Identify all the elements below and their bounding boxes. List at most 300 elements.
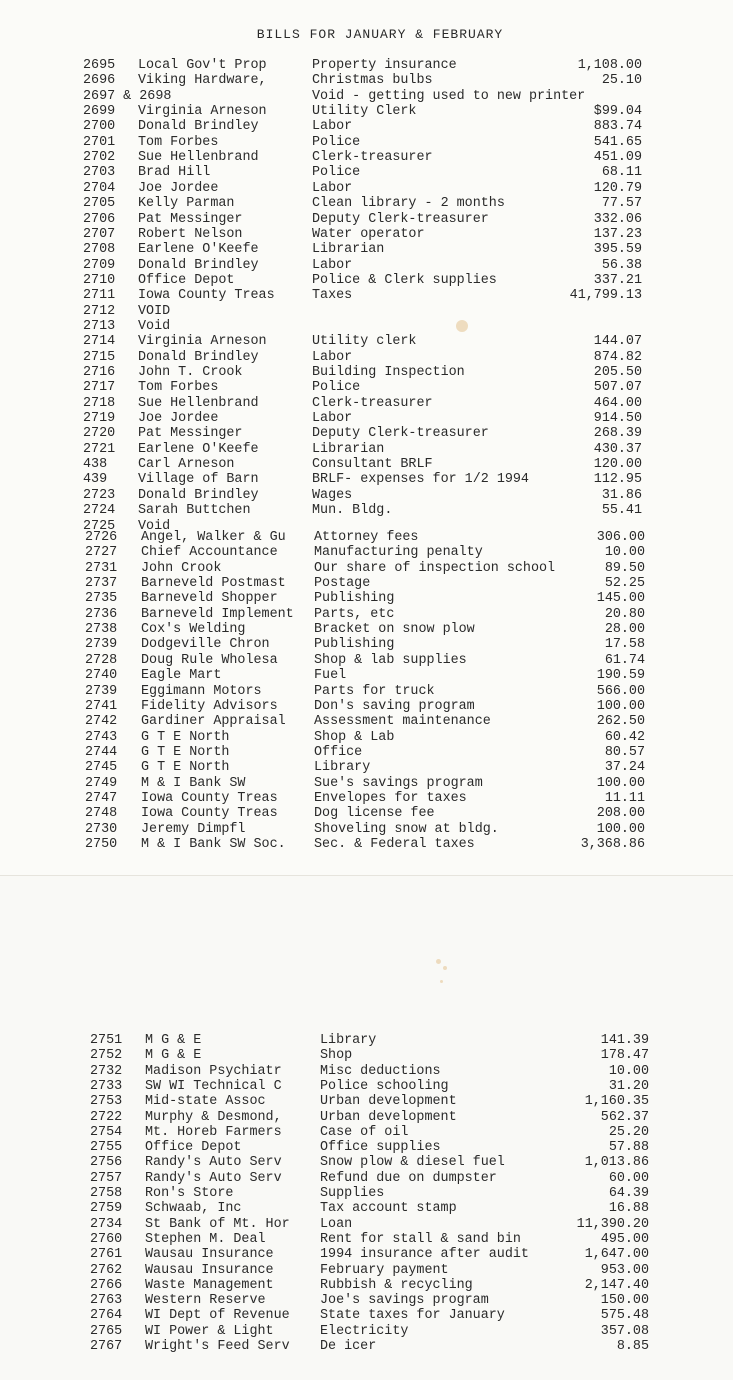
bill-row: [0, 1217, 733, 1232]
bill-row: [0, 365, 733, 380]
bill-amount: 80.57: [604, 744, 645, 760]
bill-description: Office supplies: [320, 1140, 441, 1156]
bill-check-number: 2732: [90, 1063, 123, 1079]
bill-description: Postage: [314, 576, 371, 592]
bill-description: Misc deductions: [320, 1063, 441, 1079]
bill-row: [0, 1155, 733, 1170]
bill-payee: Randy's Auto Serv: [145, 1170, 282, 1186]
bill-amount: 190.59: [596, 668, 645, 684]
bill-amount: 31.20: [608, 1078, 649, 1094]
bill-amount: 61.74: [604, 652, 645, 668]
bill-amount: 141.39: [600, 1033, 649, 1048]
bill-description: Shop & Lab: [314, 729, 395, 745]
bill-amount: 11.11: [604, 790, 645, 806]
bill-check-number: 2704: [83, 180, 116, 196]
bill-description: Attorney fees: [314, 530, 419, 545]
bill-description: Don's saving program: [314, 698, 475, 714]
bill-payee: Robert Nelson: [138, 226, 243, 242]
bill-payee: Chief Accountance: [141, 545, 278, 561]
bill-amount: 120.00: [593, 457, 642, 473]
bill-payee: Gardiner Appraisal: [141, 714, 286, 730]
bill-amount: 178.47: [600, 1048, 649, 1064]
bill-row: [0, 227, 733, 242]
bill-payee: Barneveld Implement: [141, 606, 294, 622]
bill-row: [0, 304, 733, 319]
bill-description: Christmas bulbs: [312, 73, 433, 89]
bill-payee: Pat Messinger: [138, 211, 243, 227]
bill-description: Librarian: [312, 441, 385, 457]
bill-payee: Sarah Buttchen: [138, 503, 251, 519]
bill-amount: 357.08: [600, 1323, 649, 1339]
bill-amount: 306.00: [596, 530, 645, 545]
bill-check-number: 2712: [83, 303, 116, 319]
bill-amount: 57.88: [608, 1140, 649, 1156]
bill-row: [0, 350, 733, 365]
bill-row: [0, 135, 733, 150]
bill-payee: Sue Hellenbrand: [138, 395, 259, 411]
bill-check-number: 2701: [83, 134, 116, 150]
paper-stain: [456, 320, 468, 332]
bill-payee: M G & E: [145, 1048, 202, 1064]
bill-amount: 120.79: [593, 180, 642, 196]
bill-payee: Mt. Horeb Farmers: [145, 1124, 282, 1140]
bill-description: Labor: [312, 257, 353, 273]
bill-check-number: 2740: [85, 668, 118, 684]
bill-check-number: 2761: [90, 1247, 123, 1263]
bill-row: [0, 760, 733, 775]
bill-row: [0, 1125, 733, 1140]
bill-check-number: 2711: [83, 288, 116, 304]
bill-amount: 112.95: [593, 472, 642, 488]
bill-payee: Doug Rule Wholesa: [141, 652, 278, 668]
bill-amount: 874.82: [593, 349, 642, 365]
bill-amount: 1,160.35: [584, 1094, 649, 1110]
bill-payee: Viking Hardware,: [138, 73, 267, 89]
bill-check-number: 2700: [83, 119, 116, 135]
bill-row: [0, 1308, 733, 1323]
bill-row: [0, 1186, 733, 1201]
bill-payee: G T E North: [141, 744, 230, 760]
bill-amount: 52.25: [604, 576, 645, 592]
bill-amount: 31.86: [601, 487, 642, 503]
bill-row: [0, 576, 733, 591]
bill-check-number: 2766: [90, 1277, 123, 1293]
bill-description: Labor: [312, 411, 353, 427]
bill-check-number: 2696: [83, 73, 116, 89]
bill-payee: Tom Forbes: [138, 134, 219, 150]
bill-description: Police: [312, 165, 361, 181]
bill-amount: 145.00: [596, 591, 645, 607]
bill-check-number: 2763: [90, 1293, 123, 1309]
bill-row: [0, 1263, 733, 1278]
bill-check-number: 2705: [83, 196, 116, 212]
bill-check-number: 2723: [83, 487, 116, 503]
bill-description: Labor: [312, 180, 353, 196]
bill-amount: 268.39: [593, 426, 642, 442]
bill-description: Joe's savings program: [320, 1293, 489, 1309]
bill-description: Publishing: [314, 591, 395, 607]
bill-row: [0, 1232, 733, 1247]
bill-description: Police schooling: [320, 1078, 449, 1094]
bill-row: [0, 58, 733, 73]
bill-payee: Madison Psychiatr: [145, 1063, 282, 1079]
bill-check-number: 2697 & 2698: [83, 88, 172, 104]
bill-row: [0, 776, 733, 791]
bill-description: Consultant BRLF: [312, 457, 433, 473]
bill-payee: Office Depot: [138, 272, 235, 288]
bill-check-number: 2735: [85, 591, 118, 607]
bill-row: [0, 837, 733, 852]
bill-amount: 507.07: [593, 380, 642, 396]
bill-check-number: 2748: [85, 806, 118, 822]
bill-amount: 464.00: [593, 395, 642, 411]
paper-stain: [443, 966, 447, 970]
bill-row: [0, 273, 733, 288]
bill-payee: Barneveld Postmast: [141, 576, 286, 592]
bill-payee: Jeremy Dimpfl: [141, 821, 246, 837]
bill-check-number: 2709: [83, 257, 116, 273]
bill-row: [0, 714, 733, 729]
bill-check-number: 2734: [90, 1216, 123, 1232]
bill-check-number: 2737: [85, 576, 118, 592]
bill-check-number: 2695: [83, 58, 116, 73]
bill-description: Deputy Clerk-treasurer: [312, 211, 489, 227]
bill-row: [0, 1094, 733, 1109]
bill-check-number: 438: [83, 457, 108, 473]
bill-amount: 208.00: [596, 806, 645, 822]
bill-amount: 11,390.20: [576, 1216, 649, 1232]
bill-payee: Kelly Parman: [138, 196, 235, 212]
bill-row: [0, 181, 733, 196]
bill-description: February payment: [320, 1262, 449, 1278]
bill-payee: John Crook: [141, 560, 222, 576]
bill-payee: Donald Brindley: [138, 487, 259, 503]
bill-row: [0, 1079, 733, 1094]
bill-description: Sue's savings program: [314, 775, 483, 791]
bill-description: Assessment maintenance: [314, 714, 491, 730]
bill-row: [0, 426, 733, 441]
bill-payee: Barneveld Shopper: [141, 591, 278, 607]
bill-row: [0, 699, 733, 714]
bill-description: Library: [320, 1033, 377, 1048]
bill-payee: Dodgeville Chron: [141, 637, 270, 653]
bill-payee: Earlene O'Keefe: [138, 242, 259, 258]
bill-description: Water operator: [312, 226, 425, 242]
bill-description: Publishing: [314, 637, 395, 653]
bill-payee: Joe Jordee: [138, 180, 219, 196]
bill-check-number: 2722: [90, 1109, 123, 1125]
bill-description: Library: [314, 760, 371, 776]
bill-row: [0, 380, 733, 395]
bill-amount: 914.50: [593, 411, 642, 427]
bill-row: [0, 545, 733, 560]
bill-description: Clean library - 2 months: [312, 196, 505, 212]
bill-payee: Earlene O'Keefe: [138, 441, 259, 457]
bill-amount: 395.59: [593, 242, 642, 258]
bill-check-number: 2736: [85, 606, 118, 622]
bill-payee: Joe Jordee: [138, 411, 219, 427]
bill-description: Mun. Bldg.: [312, 503, 393, 519]
bill-amount: 20.80: [604, 606, 645, 622]
bill-row: [0, 457, 733, 472]
bill-description: Labor: [312, 349, 353, 365]
bill-amount: 60.00: [608, 1170, 649, 1186]
bill-payee: Carl Arneson: [138, 457, 235, 473]
bill-row: [0, 442, 733, 457]
bill-check-number: 2730: [85, 821, 118, 837]
bill-row: [0, 1033, 733, 1048]
bill-description: Property insurance: [312, 58, 457, 73]
bill-amount: 137.23: [593, 226, 642, 242]
bill-payee: M & I Bank SW: [141, 775, 246, 791]
bill-check-number: 2751: [90, 1033, 123, 1048]
bill-check-number: 2764: [90, 1308, 123, 1324]
bill-check-number: 2707: [83, 226, 116, 242]
bill-row: [0, 1171, 733, 1186]
bill-amount: 566.00: [596, 683, 645, 699]
bill-check-number: 2752: [90, 1048, 123, 1064]
bill-payee: VOID: [138, 303, 171, 319]
bill-check-number: 2726: [85, 530, 118, 545]
bill-check-number: 2718: [83, 395, 116, 411]
bill-description: Shop: [320, 1048, 353, 1064]
bill-row: [0, 150, 733, 165]
bill-payee: Eggimann Motors: [141, 683, 262, 699]
bill-check-number: 2762: [90, 1262, 123, 1278]
bill-amount: $99.04: [593, 104, 642, 120]
bill-check-number: 2745: [85, 760, 118, 776]
bill-description: Utility clerk: [312, 334, 417, 350]
bill-payee: Iowa County Treas: [141, 790, 278, 806]
bill-amount: 1,647.00: [584, 1247, 649, 1263]
bill-description: Rent for stall & sand bin: [320, 1231, 521, 1247]
bill-check-number: 2760: [90, 1231, 123, 1247]
bill-payee: M & I Bank SW Soc.: [141, 837, 286, 852]
bill-payee: Wausau Insurance: [145, 1262, 274, 1278]
bill-amount: 575.48: [600, 1308, 649, 1324]
bill-description: Wages: [312, 487, 353, 503]
bill-payee: G T E North: [141, 729, 230, 745]
bill-description: Taxes: [312, 288, 353, 304]
bill-payee: Void: [138, 518, 171, 534]
bill-check-number: 2720: [83, 426, 116, 442]
bill-check-number: 2731: [85, 560, 118, 576]
bill-amount: 60.42: [604, 729, 645, 745]
bill-check-number: 2741: [85, 698, 118, 714]
bill-check-number: 2713: [83, 318, 116, 334]
bill-check-number: 2733: [90, 1078, 123, 1094]
bill-check-number: 2719: [83, 411, 116, 427]
bill-check-number: 2739: [85, 683, 118, 699]
bill-amount: 883.74: [593, 119, 642, 135]
bill-row: [0, 411, 733, 426]
bill-check-number: 2739: [85, 637, 118, 653]
bill-description: Fuel: [314, 668, 347, 684]
bill-description: Refund due on dumpster: [320, 1170, 497, 1186]
bill-amount: 41,799.13: [569, 288, 642, 304]
bill-amount: 64.39: [608, 1186, 649, 1201]
bill-row: [0, 684, 733, 699]
bill-row: [0, 730, 733, 745]
bill-description: Electricity: [320, 1323, 409, 1339]
bill-check-number: 2754: [90, 1124, 123, 1140]
bill-payee: Cox's Welding: [141, 622, 246, 638]
bill-description: Parts for truck: [314, 683, 435, 699]
bill-payee: John T. Crook: [138, 365, 243, 380]
bill-check-number: 2717: [83, 380, 116, 396]
bill-row: [0, 503, 733, 518]
bill-payee: Waste Management: [145, 1277, 274, 1293]
bill-amount: 337.21: [593, 272, 642, 288]
bill-payee: Schwaab, Inc: [145, 1201, 242, 1217]
bill-row: [0, 472, 733, 487]
bill-description: Deputy Clerk-treasurer: [312, 426, 489, 442]
bill-amount: 16.88: [608, 1201, 649, 1217]
bill-row: [0, 165, 733, 180]
bill-row: [0, 396, 733, 411]
bill-payee: Donald Brindley: [138, 119, 259, 135]
paper-stain: [436, 959, 441, 964]
bill-amount: 1,013.86: [584, 1155, 649, 1171]
bill-description: Shoveling snow at bldg.: [314, 821, 499, 837]
bill-row: [0, 288, 733, 303]
bill-payee: Brad Hill: [138, 165, 211, 181]
bill-row: [0, 1201, 733, 1216]
bill-payee: Local Gov't Prop: [138, 58, 267, 73]
bill-payee: Ron's Store: [145, 1186, 234, 1201]
bill-description: Sec. & Federal taxes: [314, 837, 475, 852]
bill-payee: Western Reserve: [145, 1293, 266, 1309]
bill-payee: Iowa County Treas: [138, 288, 275, 304]
bill-payee: Wausau Insurance: [145, 1247, 274, 1263]
bill-row: [0, 73, 733, 88]
bill-description: Clerk-treasurer: [312, 395, 433, 411]
bill-amount: 77.57: [601, 196, 642, 212]
bill-amount: 8.85: [616, 1339, 649, 1354]
bill-row: [0, 242, 733, 257]
bill-row: [0, 258, 733, 273]
bill-description: Urban development: [320, 1094, 457, 1110]
bill-row: [0, 637, 733, 652]
bill-description: Snow plow & diesel fuel: [320, 1155, 505, 1171]
bill-amount: 89.50: [604, 560, 645, 576]
bill-description: State taxes for January: [320, 1308, 505, 1324]
bill-row: [0, 196, 733, 211]
bill-description: Void - getting used to new printer: [312, 88, 586, 104]
bill-check-number: 2703: [83, 165, 116, 181]
bill-check-number: 2699: [83, 104, 116, 120]
bill-row: [0, 1110, 733, 1125]
bill-row: [0, 622, 733, 637]
bill-amount: 562.37: [600, 1109, 649, 1125]
bill-check-number: 2759: [90, 1201, 123, 1217]
bill-description: Labor: [312, 119, 353, 135]
bill-payee: G T E North: [141, 760, 230, 776]
document-title: BILLS FOR JANUARY & FEBRUARY: [256, 27, 504, 42]
bill-payee: Virginia Arneson: [138, 334, 267, 350]
bill-check-number: 2765: [90, 1323, 123, 1339]
bill-row: [0, 591, 733, 606]
bill-row: [0, 119, 733, 134]
bill-row: [0, 1064, 733, 1079]
bill-check-number: 2757: [90, 1170, 123, 1186]
bill-description: BRLF- expenses for 1/2 1994: [312, 472, 529, 488]
bill-description: De icer: [320, 1339, 377, 1354]
bill-amount: 28.00: [604, 622, 645, 638]
bill-payee: Randy's Auto Serv: [145, 1155, 282, 1171]
bill-check-number: 2755: [90, 1140, 123, 1156]
bill-payee: Fidelity Advisors: [141, 698, 278, 714]
bill-row: [0, 1324, 733, 1339]
bill-row: [0, 212, 733, 227]
bill-row: [0, 822, 733, 837]
bill-description: Office: [314, 744, 363, 760]
bill-amount: 17.58: [604, 637, 645, 653]
bill-payee: St Bank of Mt. Hor: [145, 1216, 290, 1232]
bill-row: [0, 791, 733, 806]
bill-amount: 25.20: [608, 1124, 649, 1140]
bill-payee: Angel, Walker & Gu: [141, 530, 286, 545]
bill-check-number: 439: [83, 472, 108, 488]
bill-row: [0, 668, 733, 683]
bill-amount: 451.09: [593, 150, 642, 166]
bill-check-number: 2756: [90, 1155, 123, 1171]
bill-amount: 56.38: [601, 257, 642, 273]
bill-check-number: 2743: [85, 729, 118, 745]
bill-amount: 25.10: [601, 73, 642, 89]
bill-row: [0, 488, 733, 503]
bill-description: Police & Clerk supplies: [312, 272, 497, 288]
bill-check-number: 2708: [83, 242, 116, 258]
bill-amount: 10.00: [604, 545, 645, 561]
bill-check-number: 2710: [83, 272, 116, 288]
bill-payee: Eagle Mart: [141, 668, 222, 684]
bill-description: Case of oil: [320, 1124, 409, 1140]
bill-description: Our share of inspection school: [314, 560, 556, 576]
bill-description: 1994 insurance after audit: [320, 1247, 529, 1263]
bill-check-number: 2725: [83, 518, 116, 534]
bill-check-number: 2728: [85, 652, 118, 668]
bill-description: Clerk-treasurer: [312, 150, 433, 166]
bill-amount: 1,108.00: [577, 58, 642, 73]
bill-amount: 150.00: [600, 1293, 649, 1309]
bill-check-number: 2750: [85, 837, 118, 852]
bill-check-number: 2702: [83, 150, 116, 166]
bill-check-number: 2747: [85, 790, 118, 806]
bill-amount: 68.11: [601, 165, 642, 181]
bill-description: Loan: [320, 1216, 353, 1232]
bill-amount: 430.37: [593, 441, 642, 457]
bill-payee: Iowa County Treas: [141, 806, 278, 822]
bill-check-number: 2706: [83, 211, 116, 227]
bill-check-number: 2727: [85, 545, 118, 561]
bill-row: [0, 1140, 733, 1155]
bill-description: Shop & lab supplies: [314, 652, 467, 668]
bill-payee: Village of Barn: [138, 472, 259, 488]
bill-payee: Sue Hellenbrand: [138, 150, 259, 166]
bill-check-number: 2742: [85, 714, 118, 730]
bill-payee: WI Dept of Revenue: [145, 1308, 290, 1324]
bill-payee: Murphy & Desmond,: [145, 1109, 282, 1125]
bill-description: Envelopes for taxes: [314, 790, 467, 806]
bill-check-number: 2767: [90, 1339, 123, 1354]
bill-row: [0, 561, 733, 576]
bill-row: [0, 1293, 733, 1308]
bill-amount: 10.00: [608, 1063, 649, 1079]
bill-check-number: 2744: [85, 744, 118, 760]
bill-check-number: 2715: [83, 349, 116, 365]
bill-amount: 144.07: [593, 334, 642, 350]
